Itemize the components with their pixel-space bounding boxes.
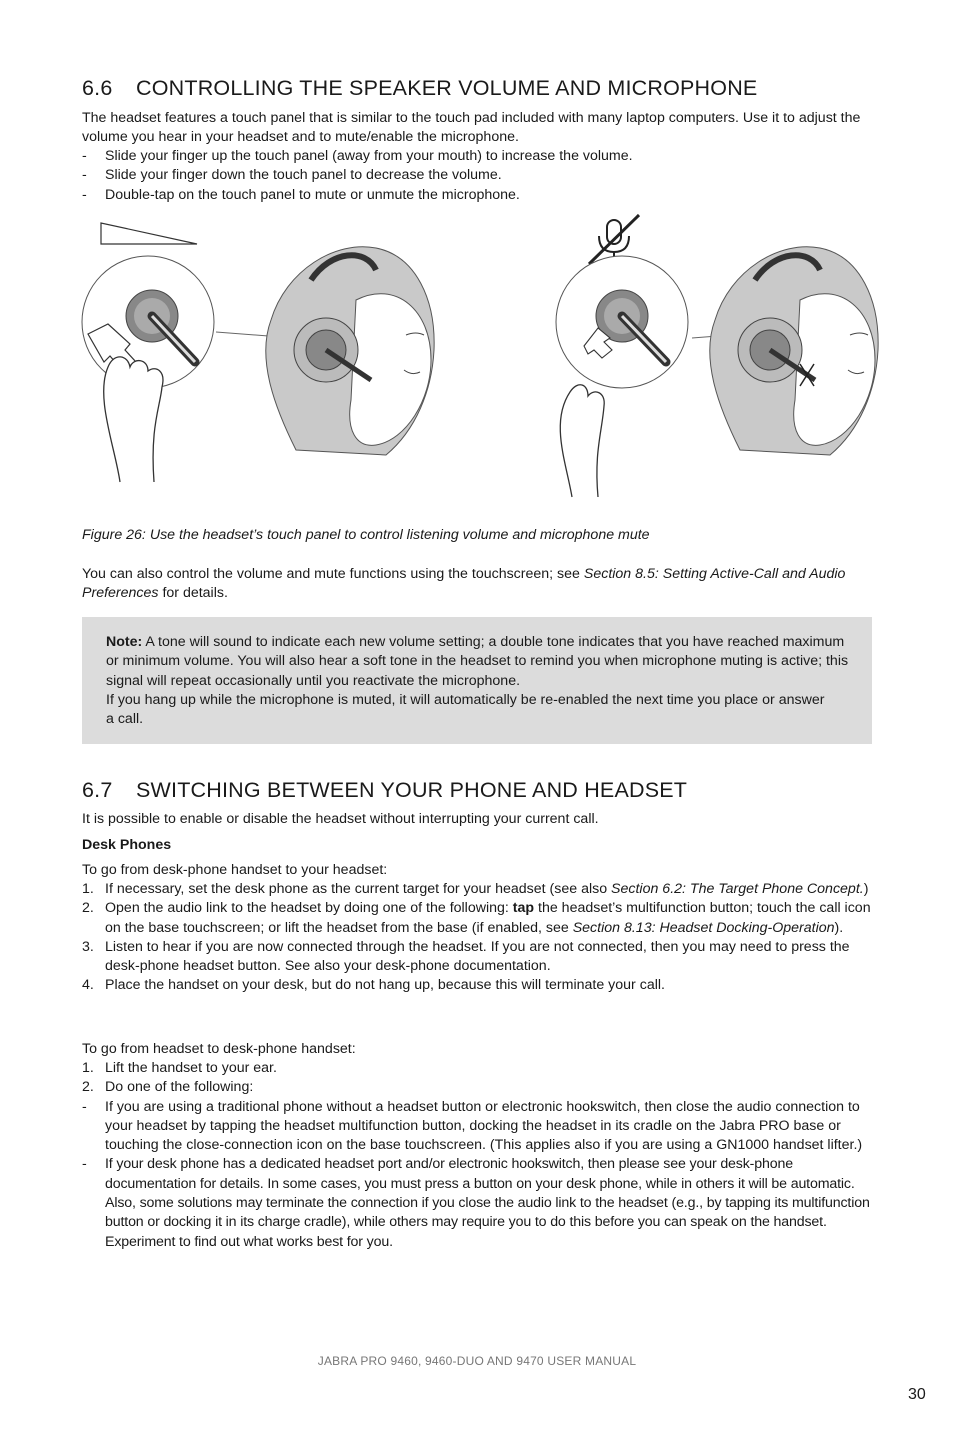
note-text-2: If you hang up while the microphone is muted, it will automatically be re-enabled the next time you place or answer a call. [106,692,825,728]
section-6-6-heading [82,76,758,100]
section-reference: Section 6.2: The Target Phone Concept. [611,881,864,897]
to-handset-steps [82,1059,872,1252]
to-handset-lead: To go from headset to desk-phone handset: [82,1041,356,1057]
to-headset-steps [82,880,872,996]
list-item: - Slide your finger down the touch panel to decrease the volume. [82,167,502,184]
section-number: 6.7 [82,778,113,802]
section-reference: Section 8.5: Setting Active-Call and Audio Preferences [82,566,846,602]
list-item: - If you are using a traditional phone without a headset button or electronic hookswitch, then close the audio connection to your headset by tapping the headset multifunction button, docking the headset in its cradle on the Jabra PRO base or touching the close-connection icon on the base touchscreen. (This applies also if you are using a GN1000 handset lifter.) [82,1098,863,1154]
list-item: - If your desk phone has a dedicated headset port and/or electronic hookswitch, then please see your desk-phone documentation for details. In some cases, you must press a button on your desk phone, while in others it will be automatic. Also, some solutions may terminate the connection if you close the audio link to the headset (e.g., by tapping its multifunction button or docking it in its charge cradle), while others may require you to do this before you can speak on the handset. Experiment to find out what works best for you. [82,1156,870,1250]
note-text: Note: A tone will sound to indicate each new volume setting; a double tone indicates that you have reached maximum or minimum volume. You will also hear a soft tone in the headset to remind you when microphone muting is active; this signal will repeat occasionally until you reactivate the microphone. [106,634,849,689]
list-item: - Slide your finger up the touch panel (away from your mouth) to increase the volume. [82,148,633,164]
finger-icon [532,332,632,502]
page-number: 30 [908,1386,926,1403]
section-6-7-intro: It is possible to enable or disable the headset without interrupting your current call. [82,811,599,827]
section-6-7-heading [82,778,688,802]
section-number: 6.6 [82,76,113,100]
volume-ramp-icon [100,222,200,246]
section-title: CONTROLLING THE SPEAKER VOLUME AND MICROPHONE [136,76,758,100]
list-item: 4. Place the handset on your desk, but do not hang up, because this will terminate your call. [82,977,665,994]
figure-26 [80,212,880,502]
head-with-headset-icon [700,240,900,470]
list-item: - Double-tap on the touch panel to mute or unmute the microphone. [82,186,520,203]
finger-icon [90,307,190,487]
list-item: 3. Listen to hear if you are now connected through the headset. If you are not connected, then you may need to press the desk-phone headset button. See also your desk-phone documentation. [82,938,850,975]
desk-phones-subheading: Desk Phones [82,837,172,853]
head-with-headset-icon [256,240,456,470]
note-label: Note: [106,634,143,650]
list-item: 2. Open the audio link to the headset by doing one of the following: tap the headset’s multifunction button; touch the call icon on the base touchscreen; or lift the headset from the base (if enabled, see Section 8.13: Headset Docking-Operation). [82,900,871,936]
footer-manual-title: JABRA PRO 9460, 9460-DUO AND 9470 USER MANUAL [317,1354,637,1368]
list-item: 1. Lift the handset to your ear. [82,1060,277,1076]
figure-caption: Figure 26: Use the headset’s touch panel to control listening volume and microphone mute [82,527,650,543]
list-item: 2. Do one of the following: [82,1079,254,1096]
section-title: SWITCHING BETWEEN YOUR PHONE AND HEADSET [136,778,688,802]
list-item: 1. If necessary, set the desk phone as the current target for your headset (see also Section 6.2: The Target Phone Concept.) [82,881,869,897]
section-6-6-intro: The headset features a touch panel that is similar to the touch pad included with many laptop computers. Use it to adjust the volume you hear in your headset and to mute/enable the microphone. [82,110,861,146]
to-headset-lead: To go from desk-phone handset to your headset: [82,862,388,878]
volume-instructions-list [82,147,872,205]
touchscreen-paragraph: You can also control the volume and mute functions using the touchscreen; see Section 8.5: Setting Active-Call and Audio Preferences for details. [82,566,846,602]
note-box [82,617,872,744]
section-reference: Section 8.13: Headset Docking-Operation [572,919,835,936]
